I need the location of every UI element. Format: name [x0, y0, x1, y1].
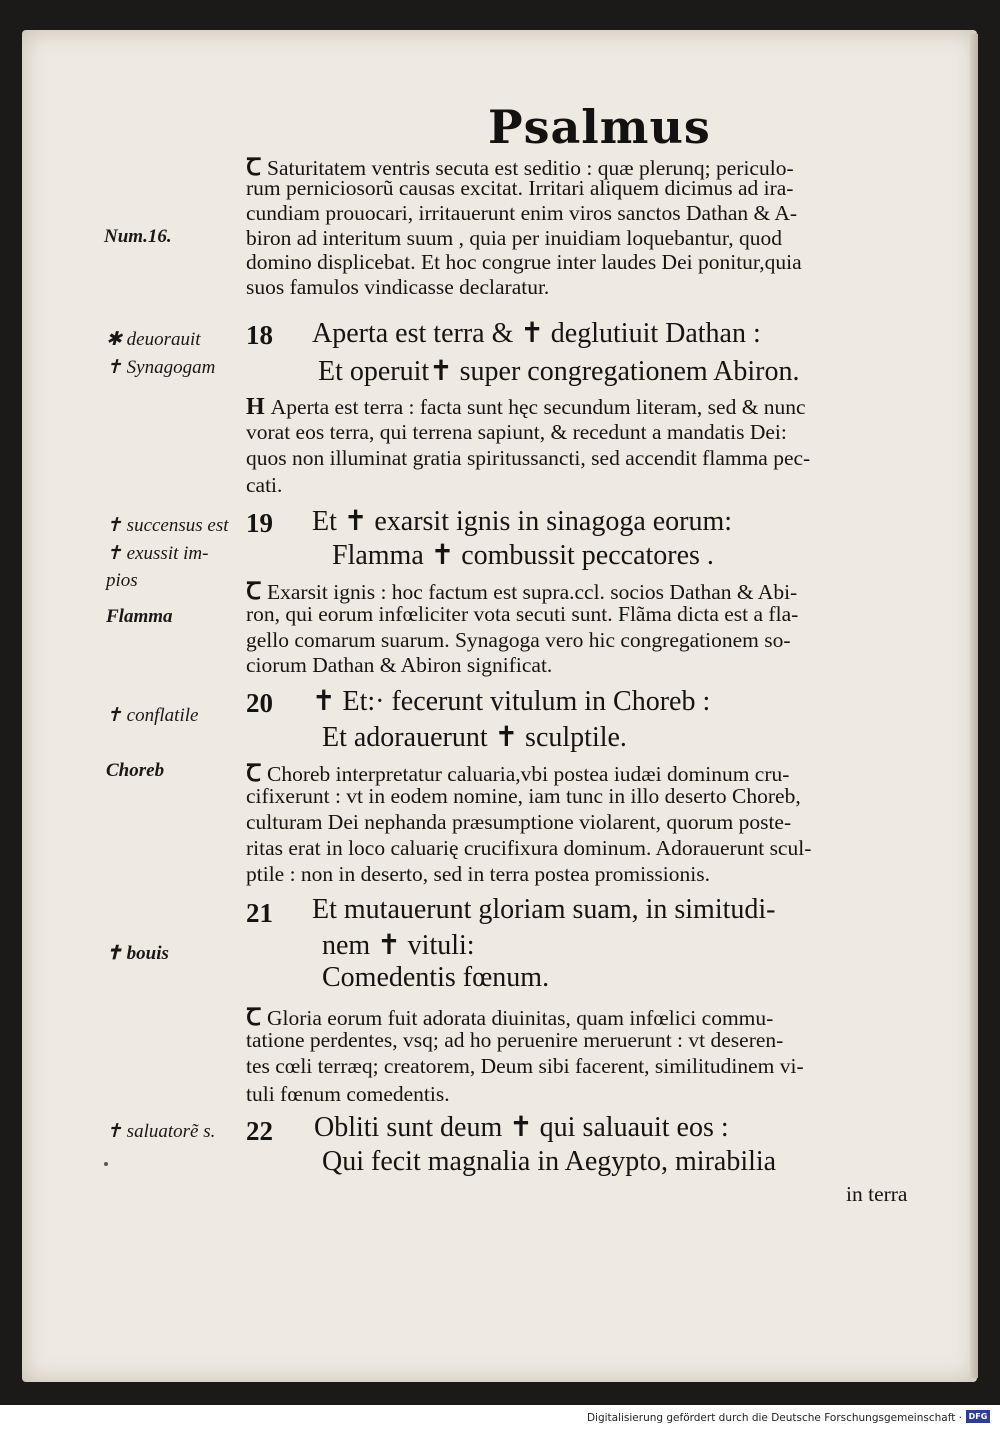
verse-number: 20: [246, 688, 273, 718]
commentary-line: ron, qui eorum infœliciter vota secuti sunt. Flãma dicta est a fla-: [246, 602, 799, 626]
commentary-line: tatione perdentes, vsq; ad ho peruenire meruerunt : vt deseren-: [246, 1028, 784, 1052]
verse-line: Obliti sunt deum ✝ qui saluauit eos :: [314, 1112, 729, 1143]
commentary-line: Ꞇ Choreb interpretatur caluaria,vbi postea iudæi dominum cru-: [246, 761, 790, 787]
page-edge: [970, 34, 978, 1378]
margin-note: pios: [106, 570, 138, 591]
commentary-line: cundiam prouocari, irritauerunt enim viros sanctos Dathan & A-: [246, 201, 798, 225]
verse-line: Aperta est terra & ✝ deglutiuit Dathan :: [312, 318, 761, 349]
ink-smudge: [104, 1162, 108, 1166]
verse-line: Flamma ✝ combussit peccatores .: [332, 540, 714, 571]
verse-number: 21: [246, 898, 273, 928]
verse-line: Et mutauerunt gloriam suam, in simitudi-: [312, 894, 776, 925]
digitization-credit: Digitalisierung gefördert durch die Deutsche Forschungsgemeinschaft ·: [586, 1412, 962, 1424]
verse-line: Qui fecit magnalia in Aegypto, mirabilia: [322, 1146, 777, 1177]
commentary-line: quos non illuminat gratia spiritussancti, sed accendit flamma pec-: [246, 446, 811, 470]
verse-number: 22: [246, 1116, 273, 1146]
commentary-line: ptile : non in deserto, sed in terra postea promissionis.: [246, 862, 710, 886]
running-head: Psalmus: [488, 100, 711, 154]
verse-line: Comedentis fœnum.: [322, 962, 550, 993]
commentary-line: gello comarum suarum. Synagoga vero hic congregationem so-: [246, 628, 791, 652]
verse-number: 19: [246, 508, 273, 538]
commentary-line: H Aperta est terra : facta sunt hęc secundum literam, sed & nunc: [246, 394, 806, 420]
commentary-line: Ꞇ Gloria eorum fuit adorata diuinitas, quam infœlici commu-: [246, 1005, 774, 1031]
verse-line: Et operuit✝ super congregationem Abiron.: [318, 356, 800, 387]
commentary-line: tes cœli terræq; creatorem, Deum sibi facerent, similitudinem vi-: [246, 1054, 804, 1078]
margin-note: Flamma: [106, 606, 173, 627]
commentary-line: Ꞇ Exarsit ignis : hoc factum est supra.ccl. socios Dathan & Abi-: [246, 579, 798, 605]
commentary-line: ritas erat in loco caluarię crucifixura dominum. Adorauerunt scul-: [246, 836, 812, 860]
margin-note: Choreb: [106, 760, 165, 781]
commentary-line: cati.: [246, 473, 283, 497]
verse-line: Et adorauerunt ✝ sculptile.: [322, 722, 627, 753]
commentary-line: suos famulos vindicasse declaratur.: [246, 275, 550, 299]
commentary-line: biron ad interitum suum , quia per inuidiam loquebantur, quod: [246, 226, 782, 250]
commentary-line: vorat eos terra, qui terrena sapiunt, & recedunt a mandatis Dei:: [246, 420, 787, 444]
commentary-line: culturam Dei nephanda præsumptione violarent, quorum poste-: [246, 810, 792, 834]
margin-note: ✱ deuorauit: [106, 329, 201, 350]
paragraph-mark: Ꞇ: [246, 761, 261, 787]
dfg-logo: DFG: [966, 1410, 990, 1423]
margin-note: ✝ bouis: [106, 943, 169, 964]
verse-line: ✝ Et:· fecerunt vitulum in Choreb :: [312, 686, 711, 717]
paragraph-mark: Ꞇ: [246, 155, 261, 181]
margin-note: ✝ conflatile: [106, 705, 199, 726]
verse-line: nem ✝ vituli:: [322, 930, 475, 961]
margin-note: ✝ exussit im-: [106, 543, 209, 564]
commentary-line: domino displicebat. Et hoc congrue inter laudes Dei ponitur,quia: [246, 250, 802, 274]
verse-line: Et ✝ exarsit ignis in sinagoga eorum:: [312, 506, 733, 537]
catchword: in terra: [846, 1182, 908, 1206]
margin-note: ✝ succensus est: [106, 515, 229, 536]
paragraph-mark: Ꞇ: [246, 579, 261, 605]
commentary-line: rum perniciosorũ causas excitat. Irritari aliquem dicimus ad ira-: [246, 176, 794, 200]
verse-number: 18: [246, 320, 273, 350]
paragraph-mark: Ꞇ: [246, 1005, 261, 1031]
margin-note: Num.16.: [104, 226, 172, 247]
commentary-line: ciorum Dathan & Abiron significat.: [246, 653, 553, 677]
margin-note: ✝ saluatorẽ s.: [106, 1121, 216, 1142]
hebrew-marker: H: [246, 394, 265, 420]
commentary-line: cifixerunt : vt in eodem nomine, iam tunc in illo deserto Choreb,: [246, 784, 801, 808]
commentary-line: tuli fœnum comedentis.: [246, 1082, 450, 1106]
margin-note: ✝ Synagogam: [106, 357, 216, 378]
commentary-line: Ꞇ Saturitatem ventris secuta est seditio : quæ plerunq; periculo-: [246, 155, 794, 181]
